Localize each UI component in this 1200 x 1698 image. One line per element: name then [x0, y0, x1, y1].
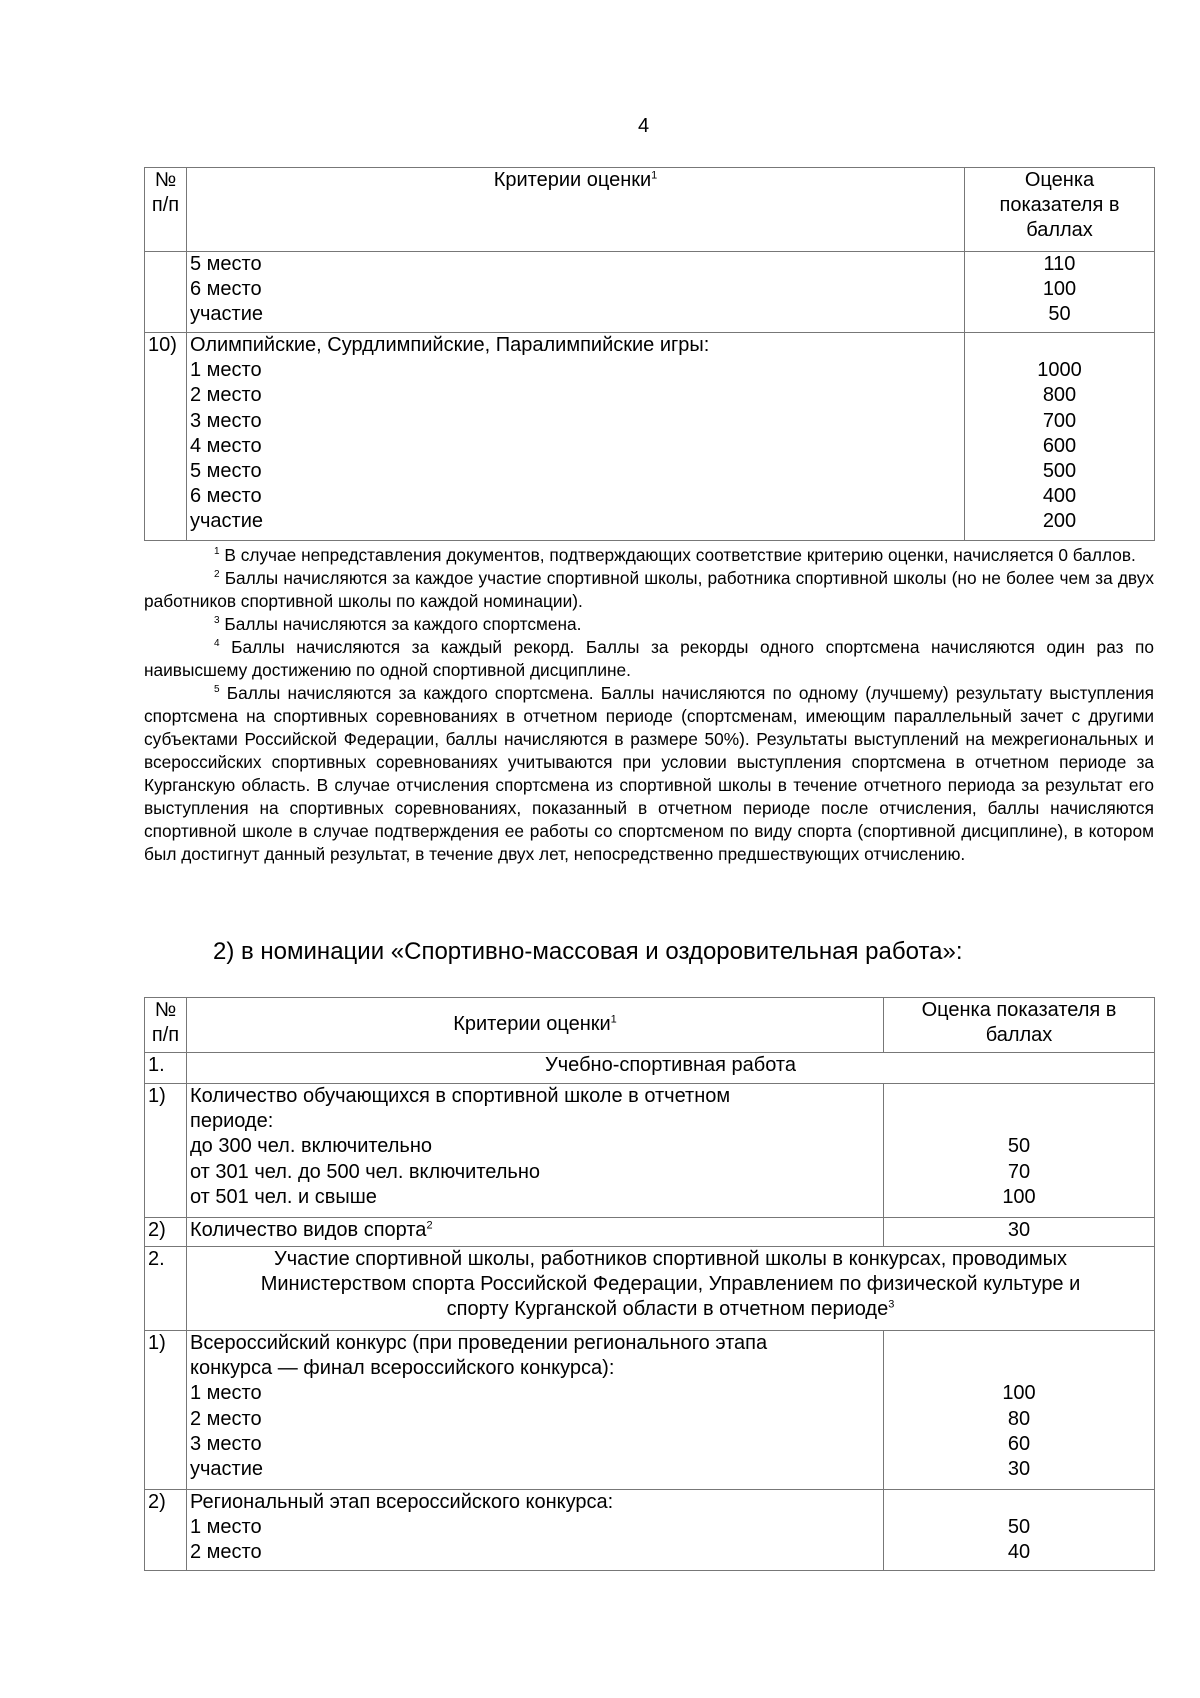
score-value: 60 [1007, 1432, 1031, 1455]
criteria-line: участие [190, 1458, 263, 1481]
score-value: 800 [1042, 384, 1077, 407]
row-scores [884, 1084, 1155, 1218]
row-num [145, 252, 187, 333]
criteria-line: от 501 чел. и свыше [190, 1185, 377, 1208]
criteria-line: 2 место [190, 1541, 262, 1564]
footnote [144, 613, 1154, 636]
criteria-line: Региональный этап всероссийского конкурса: [190, 1491, 614, 1513]
footnote-text: Баллы начисляются за каждый рекорд. Баллы за рекорды одного спортсмена начисляются один раз по наивысшему достижению по одной спортивной дисциплине. [144, 637, 1154, 680]
criteria-line: 1 место [190, 1382, 262, 1405]
footnote-number: 3 [214, 615, 220, 627]
criteria-line: 6 место [190, 485, 262, 508]
criteria-line: 1 место [190, 1516, 262, 1539]
header-num-line: № [154, 999, 177, 1021]
score-value: 200 [1042, 510, 1077, 533]
row-score: 30 [884, 1218, 1155, 1247]
score-value: 70 [1007, 1160, 1031, 1183]
score-value: 400 [1042, 485, 1077, 508]
score-value: 50 [1048, 303, 1071, 326]
header-criteria [187, 998, 884, 1053]
score-value: 100 [1002, 1382, 1036, 1405]
criteria-line: 1 место [190, 359, 262, 382]
footnote-number: 1 [214, 546, 220, 558]
row-scores [965, 252, 1155, 333]
row-num: 2. [145, 1247, 187, 1331]
footnote-ref: 3 [888, 1298, 895, 1311]
criteria-line: участие [190, 510, 263, 533]
criteria-line: 5 место [190, 460, 262, 483]
criteria-line: 6 место [190, 278, 262, 301]
footnote-number: 2 [214, 569, 220, 581]
row-num: 10) [145, 333, 187, 541]
row-num: 2) [145, 1218, 187, 1247]
header-score [965, 168, 1155, 252]
header-score-line: баллах [1026, 219, 1093, 242]
header-criteria [187, 168, 965, 252]
section-title: Учебно-спортивная работа [187, 1053, 1155, 1084]
score-value: 50 [1007, 1135, 1031, 1158]
table-header [145, 998, 1155, 1053]
score-value [887, 1490, 1151, 1515]
score-value [887, 1084, 1151, 1109]
footnote-ref: 2 [426, 1219, 433, 1232]
section-row [145, 1053, 1155, 1084]
header-num [145, 998, 187, 1053]
criteria-line: 5 место [190, 253, 262, 275]
criteria-line: Количество обучающихся в спортивной школе в отчетном [190, 1085, 731, 1107]
row-num: 1) [145, 1084, 187, 1218]
criteria-line: 2 место [190, 1407, 262, 1430]
section-title-line: спорту Курганской области в отчетном периоде [446, 1298, 889, 1321]
table-row [145, 1331, 1155, 1490]
score-value [887, 1331, 1151, 1356]
footnotes [144, 544, 1154, 866]
footnote-text: Баллы начисляются за каждого спортсмена. Баллы начисляются по одному (лучшему) результату выступления спортсмена на спортивных соревнованиях в отчетном периоде (спортсменам, имеющим параллельный зачет с другими субъектами Российской Федерации, баллы начисляются в размере 50%). Результаты выступлений на межрегиональных и всероссийских спортивных соревнованиях учитываются при условии выступления спортсмена в отчетном периоде за Курганскую область. В случае отчисления спортсмена из спортивной школы в течение отчетного периода за результат его выступления на спортивных соревнованиях, показанный в отчетном периоде после отчисления, баллы начисляются спортивной школе в случае подтверждения ее работы со спортсменом по виду спорта (спортивной дисциплине), в котором был достигнут данный результат, в течение двух лет, непосредственно предшествующих отчислению. [144, 683, 1154, 864]
criteria-line: Количество видов спорта [190, 1219, 427, 1241]
table-row [145, 333, 1155, 541]
row-criteria [187, 1331, 884, 1490]
section-row [145, 1247, 1155, 1331]
row-scores [965, 333, 1155, 541]
criteria-line: до 300 чел. включительно [190, 1135, 433, 1158]
row-num: 2) [145, 1490, 187, 1571]
footnote-text: В случае непредставления документов, подтверждающих соответствие критерию оценки, начисляется 0 баллов. [219, 545, 1136, 565]
table-row [145, 1084, 1155, 1218]
score-value: 1000 [1037, 359, 1082, 382]
criteria-line: 3 место [190, 409, 262, 432]
table-header [145, 168, 1155, 252]
section-title-line: Министерством спорта Российской Федерации, Управлением по физической культуре и [260, 1273, 1081, 1296]
header-num-line: п/п [151, 194, 180, 217]
score-value: 700 [1042, 409, 1077, 432]
score-value: 100 [1042, 278, 1077, 301]
footnote [144, 682, 1154, 866]
footnote-ref: 1 [651, 169, 658, 182]
footnote [144, 636, 1154, 682]
footnote-ref: 1 [610, 1013, 617, 1026]
score-value: 100 [1002, 1185, 1036, 1208]
criteria-line: Всероссийский конкурс (при проведении регионального этапа [190, 1332, 768, 1354]
score-value [887, 1356, 1151, 1381]
criteria-table-1 [144, 167, 1155, 541]
table-row [145, 1490, 1155, 1571]
header-score-line: баллах [985, 1024, 1053, 1047]
row-criteria [187, 252, 965, 333]
footnote-number: 5 [214, 684, 220, 696]
row-num: 1) [145, 1331, 187, 1490]
section-heading: 2) в номинации «Спортивно-массовая и оздоровительная работа»: [213, 938, 963, 965]
criteria-line: 2 место [190, 384, 262, 407]
footnote-number: 4 [214, 638, 220, 650]
criteria-line: периоде: [190, 1110, 274, 1133]
score-value: 600 [1042, 434, 1077, 457]
table-row [145, 252, 1155, 333]
score-value: 40 [1007, 1541, 1031, 1564]
criteria-line: 4 место [190, 434, 262, 457]
score-value: 110 [1043, 253, 1076, 275]
score-value [887, 1109, 1151, 1134]
footnote-text: Баллы начисляются за каждое участие спортивной школы, работника спортивной школы (но не более чем за двух работников спортивной школы по каждой номинации). [144, 568, 1154, 611]
footnote-text: Баллы начисляются за каждого спортсмена. [219, 614, 582, 634]
score-value: 80 [1007, 1407, 1031, 1430]
criteria-line: участие [190, 303, 263, 326]
criteria-line: Олимпийские, Сурдлимпийские, Паралимпийские игры: [190, 334, 710, 356]
header-criteria-text: Критерии оценки [493, 169, 652, 191]
header-score [884, 998, 1155, 1053]
criteria-line: 3 место [190, 1432, 262, 1455]
header-score-line: показателя в [999, 194, 1120, 217]
footnote [144, 544, 1154, 567]
row-scores [884, 1490, 1155, 1571]
row-criteria [187, 1218, 884, 1247]
criteria-line: от 301 чел. до 500 чел. включительно [190, 1160, 540, 1183]
section-title [187, 1247, 1155, 1331]
criteria-line: конкурса — финал всероссийского конкурса): [190, 1357, 615, 1380]
section-title-line: Участие спортивной школы, работников спортивной школы в конкурсах, проводимых [273, 1248, 1067, 1270]
score-value: 50 [1007, 1516, 1031, 1539]
header-num-line: п/п [151, 1024, 180, 1047]
header-num [145, 168, 187, 252]
footnote [144, 567, 1154, 613]
score-value: 30 [1007, 1458, 1031, 1481]
row-criteria [187, 1084, 884, 1218]
score-value: 500 [1042, 460, 1077, 483]
page-number: 4 [637, 115, 650, 137]
row-criteria [187, 333, 965, 541]
row-num: 1. [145, 1053, 187, 1084]
row-criteria [187, 1490, 884, 1571]
score-value [968, 333, 1151, 358]
criteria-table-2 [144, 997, 1155, 1571]
row-scores [884, 1331, 1155, 1490]
table-row [145, 1218, 1155, 1247]
header-score-line: Оценка показателя в [921, 999, 1117, 1021]
header-num-line: № [154, 169, 177, 191]
header-criteria-text: Критерии оценки [453, 1013, 611, 1036]
header-score-line: Оценка [1024, 169, 1095, 191]
